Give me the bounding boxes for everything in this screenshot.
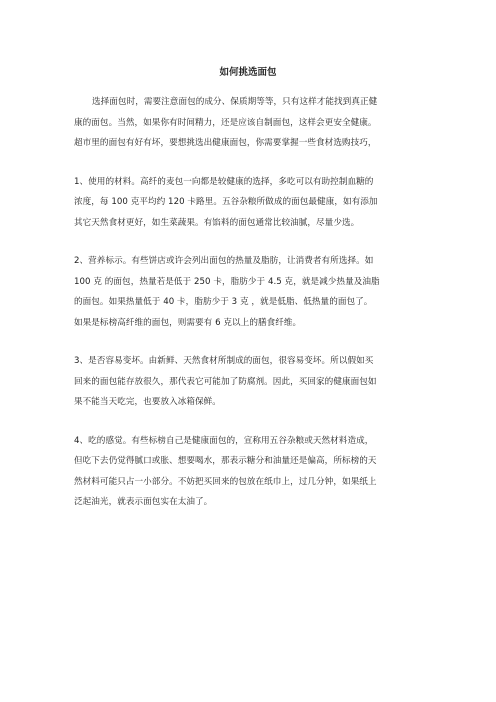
paragraph-line: 但吃下去仍觉得腻口或胀、想要喝水，那表示糖分和油量还是偏高，所标榜的天 [74,456,377,466]
tip-paragraph-nutrition-label [74,251,424,333]
paragraph-line: 选择面包时，需要注意面包的成分、保质期等等，只有这样才能找到真正健 [92,97,378,107]
paragraph-line: 然材料可能只占一小部分。不妨把买回来的包放在纸巾上，过几分钟，如果纸上 [74,476,377,487]
paragraph-line: 超市里的面包有好有坏，要想挑选出健康面包，你需要掌握一些食材选购技巧， [74,138,377,148]
intro-paragraph [74,92,424,154]
paragraph-line: 康的面包。当然，如果你有时间精力，还是应该自制面包，这样会更安全健康。 [74,117,377,128]
paragraph-line: 的面包。如果热量低于 40 卡，脂肪少于 3 克 ，就是低脂、低热量的面包了。 [74,297,373,307]
document-title: 如何挑选面包 [219,67,277,78]
paragraph-line: 浓度，每 100 克平均约 120 卡路里。五谷杂粮所做成的面包最健康，如有添加 [74,197,378,207]
paragraph-line: 4、吃的感觉。有些标榜自己是健康面包的，宣称用五谷杂粮或天然材料造成， [74,435,374,446]
tip-paragraph-freshness [74,351,424,413]
paragraph-line: 果不能当天吃完，也要放入冰箱保鲜。 [74,397,221,407]
tip-paragraph-taste [74,431,424,513]
paragraph-line: 其它天然食材更好，如生菜蔬果。有馅料的面包通常比较油腻，尽量少选。 [74,217,360,228]
paragraph-line: 100 克 的面包，热量若是低于 250 卡，脂肪少于 4.5 克，就是减少热量及油脂 [74,276,380,287]
paragraph-line: 回来的面包能存放很久，那代表它可能加了防腐剂。因此，买回家的健康面包如 [74,376,377,387]
tip-paragraph-ingredients [74,172,424,234]
paragraph-line: 如果是标榜高纤维的面包，则需要有 6 克以上的膳食纤维。 [74,317,302,328]
paragraph-line: 1、使用的材料。高纤的麦包一向都是较健康的选择，多吃可以有助控制血糖的 [74,176,374,187]
document-body [74,92,424,531]
paragraph-line: 3、是否容易变坏。由新鲜、天然食材所制成的面包，很容易变坏。所以假如买 [74,356,374,366]
paragraph-line: 2、营养标示。有些饼店或许会列出面包的热量及脂肪，让消费者有所选择。如 [74,256,374,266]
paragraph-line: 泛起油光，就表示面包实在太油了。 [74,497,213,507]
